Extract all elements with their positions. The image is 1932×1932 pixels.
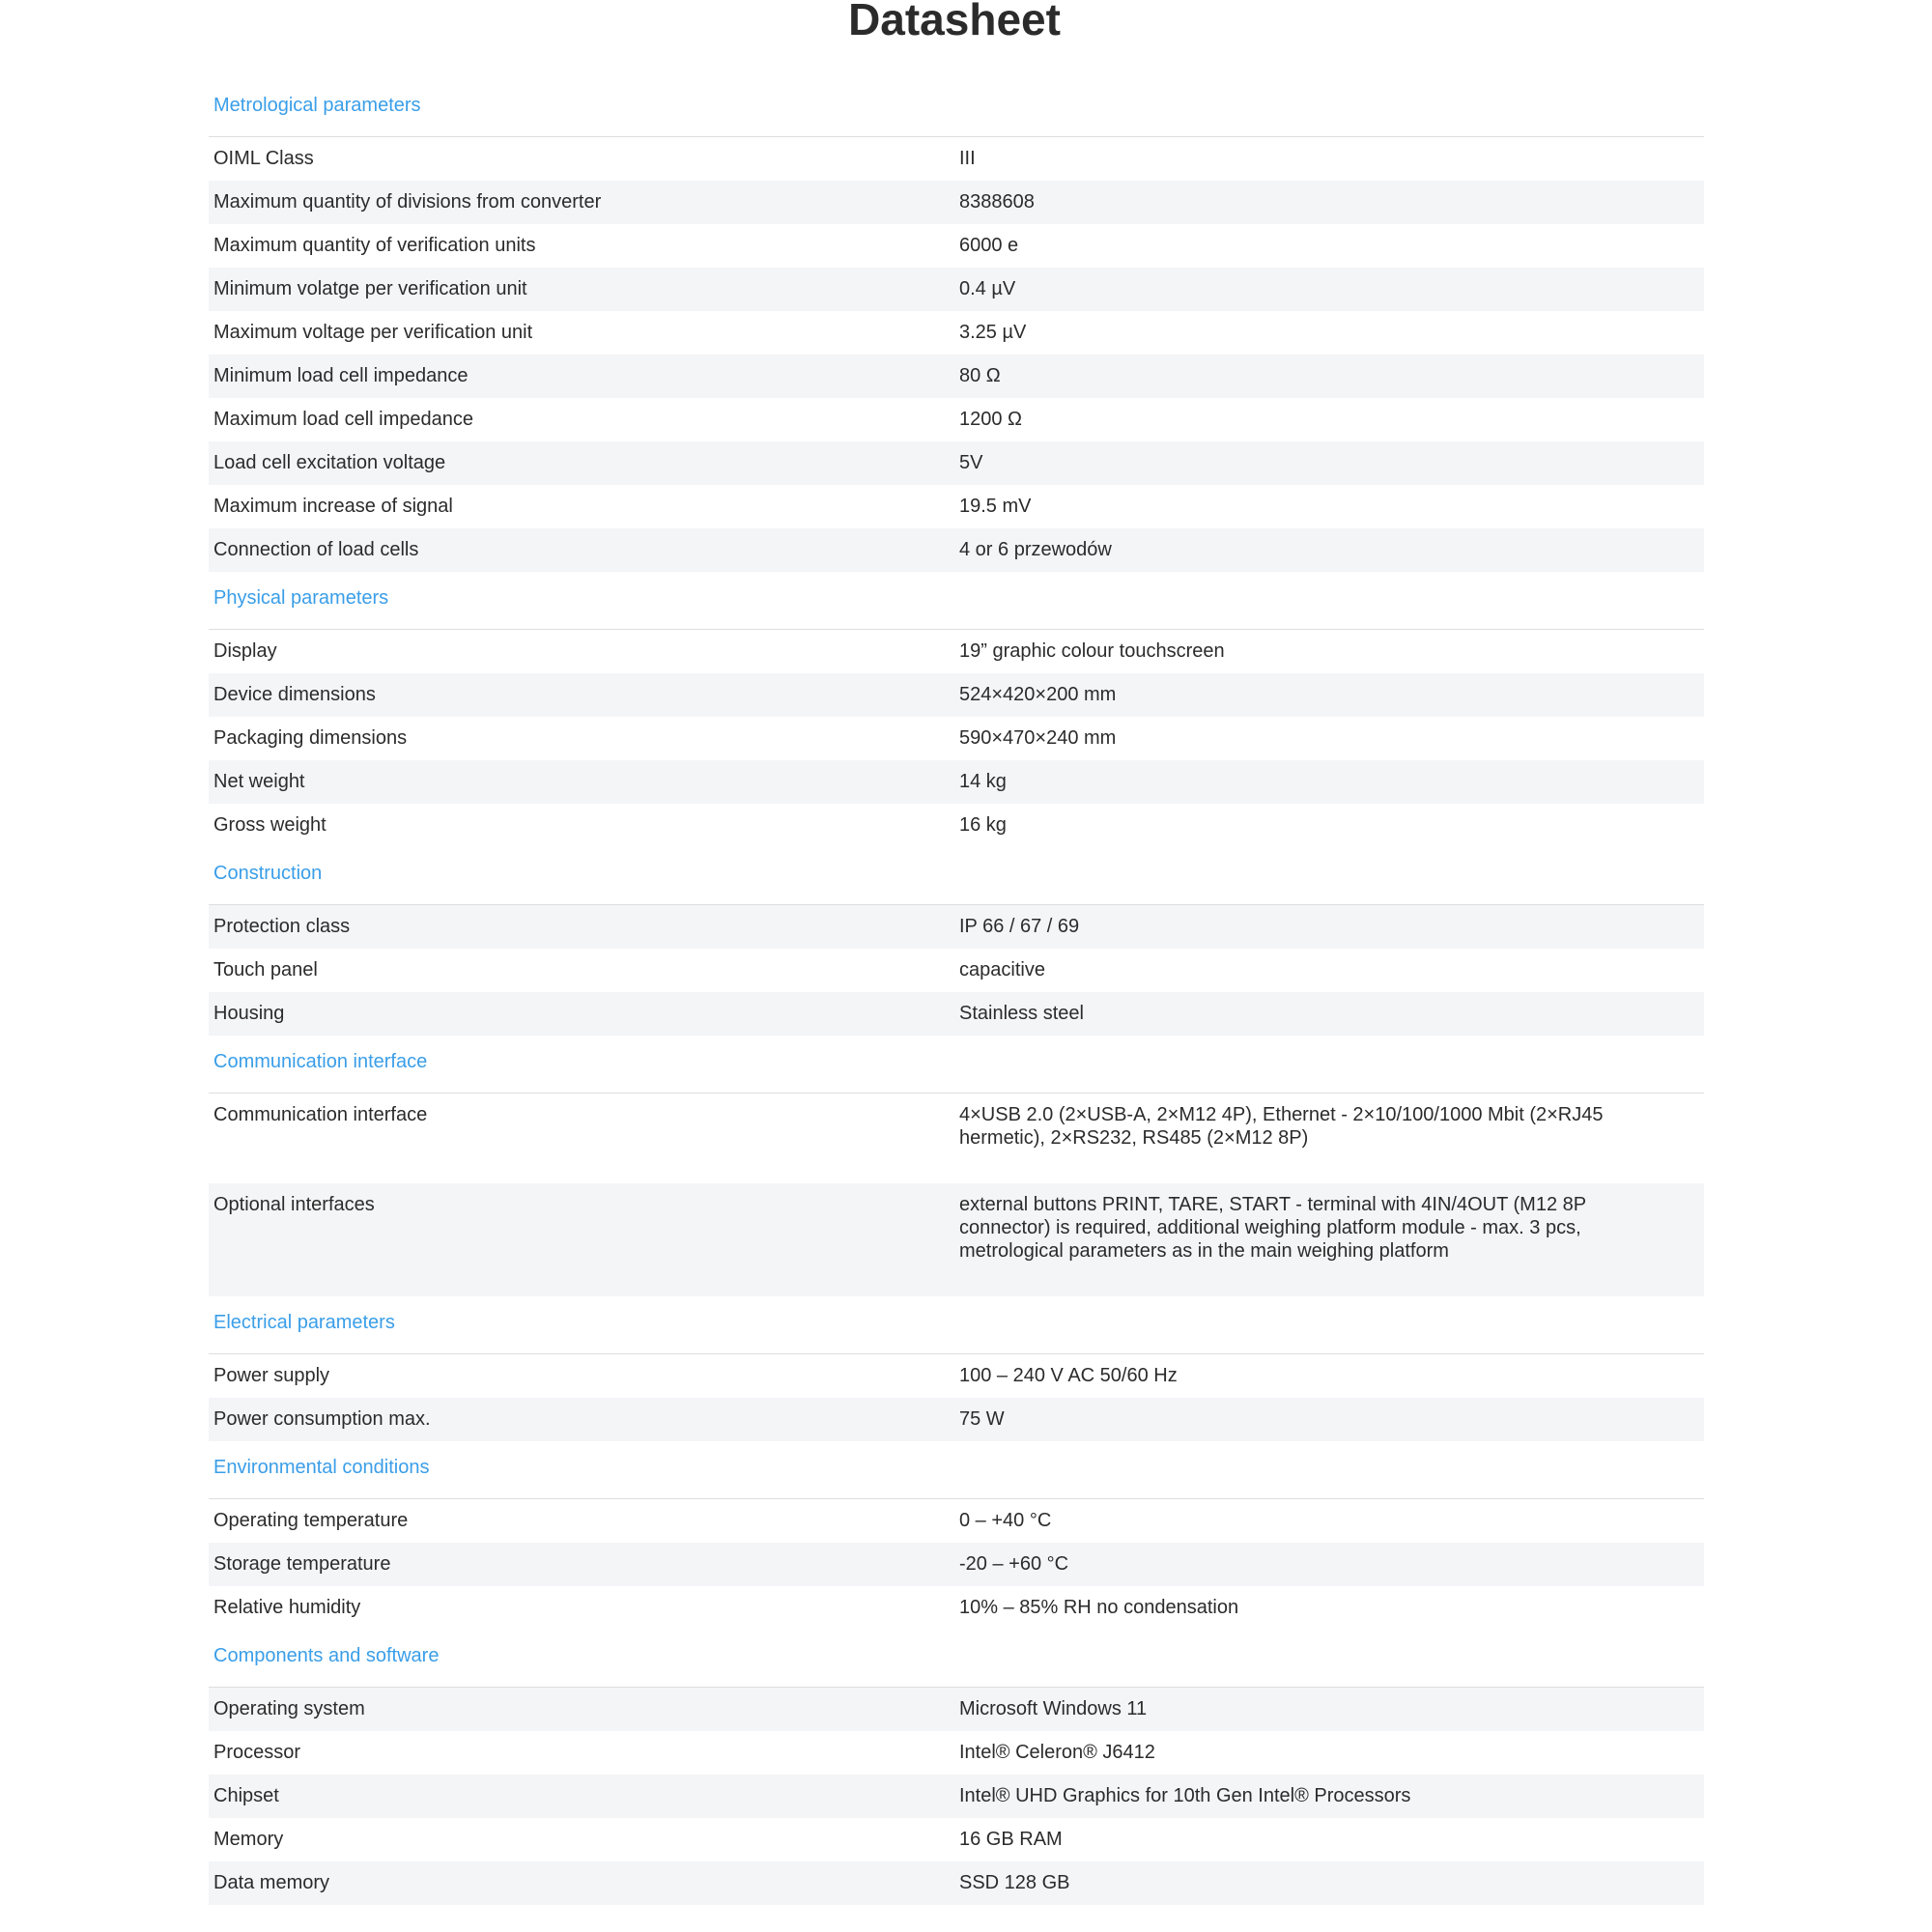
row-value: 8388608 <box>959 191 1035 213</box>
table-row <box>209 1543 1704 1586</box>
row-label: Gross weight <box>213 814 327 836</box>
row-label: Memory <box>213 1829 284 1850</box>
row-label: Processor <box>213 1742 301 1763</box>
row-value: 19.5 mV <box>959 496 1032 517</box>
row-label: Relative humidity <box>213 1597 361 1618</box>
row-value: 80 Ω <box>959 365 1001 386</box>
row-value: III <box>959 148 976 169</box>
section-title: Environmental conditions <box>213 1457 430 1478</box>
row-label: Device dimensions <box>213 684 376 705</box>
section-header-construction <box>209 847 1704 905</box>
table-row <box>209 1398 1704 1441</box>
section-title: Communication interface <box>213 1051 428 1072</box>
table-row <box>209 441 1704 485</box>
row-label: Minimum load cell impedance <box>213 365 469 386</box>
table-row <box>209 1499 1704 1543</box>
row-value: 100 – 240 V AC 50/60 Hz <box>959 1365 1178 1386</box>
row-label: Protection class <box>213 916 351 937</box>
row-value: capacitive <box>959 959 1045 980</box>
section-title: Construction <box>213 863 323 884</box>
table-row <box>209 137 1704 181</box>
row-label: Minimum volatge per verification unit <box>213 278 527 299</box>
row-label: Load cell excitation voltage <box>213 452 446 473</box>
row-value: Stainless steel <box>959 1003 1084 1024</box>
page-title: Datasheet <box>848 0 1061 44</box>
row-label: Data memory <box>213 1872 330 1893</box>
row-label: Power supply <box>213 1365 330 1386</box>
table-row <box>209 1731 1704 1775</box>
table-row <box>209 224 1704 268</box>
row-value: 5V <box>959 452 983 473</box>
row-value: 1200 Ω <box>959 409 1022 430</box>
row-value: 19” graphic colour touchscreen <box>959 640 1225 662</box>
table-row <box>209 673 1704 717</box>
table-row <box>209 1688 1704 1731</box>
row-label: Connection of load cells <box>213 539 419 560</box>
row-value: 4 or 6 przewodów <box>959 539 1112 560</box>
row-label: Packaging dimensions <box>213 727 408 749</box>
table-row <box>209 804 1704 847</box>
section-header-communication <box>209 1036 1704 1094</box>
row-label: Maximum load cell impedance <box>213 409 474 430</box>
row-value: IP 66 / 67 / 69 <box>959 916 1080 937</box>
row-value: 16 kg <box>959 814 1007 836</box>
datasheet-table <box>209 79 1704 1905</box>
table-row <box>209 485 1704 528</box>
row-label: Maximum increase of signal <box>213 496 453 517</box>
table-row <box>209 1586 1704 1630</box>
table-row <box>209 1094 1704 1183</box>
row-value: 75 W <box>959 1408 1005 1430</box>
row-value: 0 – +40 °C <box>959 1510 1052 1531</box>
row-label: Net weight <box>213 771 305 792</box>
row-value: external buttons PRINT, TARE, START - terminal with 4IN/4OUT (M12 8P connector) is required, additional weighing platform module - max. 3 pcs, metrological parameters as in the main weighing platform <box>959 1194 1586 1262</box>
table-row <box>209 1861 1704 1905</box>
row-label: Chipset <box>213 1785 279 1806</box>
row-label: Operating system <box>213 1698 365 1719</box>
row-value: 16 GB RAM <box>959 1829 1063 1850</box>
table-row <box>209 181 1704 224</box>
row-label: Storage temperature <box>213 1553 391 1575</box>
table-row <box>209 268 1704 311</box>
row-value: 590×470×240 mm <box>959 727 1117 749</box>
row-value: 4×USB 2.0 (2×USB-A, 2×M12 4P), Ethernet - 2×10/100/1000 Mbit (2×RJ45 hermetic), 2×RS232, RS485 (2×M12 8P) <box>959 1104 1604 1149</box>
table-row <box>209 1818 1704 1861</box>
row-label: Maximum voltage per verification unit <box>213 322 533 343</box>
section-title: Physical parameters <box>213 587 389 609</box>
row-value: 3.25 µV <box>959 322 1027 343</box>
table-row <box>209 311 1704 355</box>
section-header-physical <box>209 572 1704 630</box>
section-title: Electrical parameters <box>213 1312 395 1333</box>
section-header-environmental <box>209 1441 1704 1499</box>
row-label: Maximum quantity of divisions from converter <box>213 191 602 213</box>
row-value: SSD 128 GB <box>959 1872 1070 1893</box>
row-label: Touch panel <box>213 959 318 980</box>
table-row <box>209 1354 1704 1398</box>
table-row <box>209 717 1704 760</box>
section-title: Components and software <box>213 1645 440 1666</box>
row-value: -20 – +60 °C <box>959 1553 1069 1575</box>
section-title: Metrological parameters <box>213 95 421 116</box>
row-label: Power consumption max. <box>213 1408 431 1430</box>
table-row <box>209 630 1704 673</box>
row-label: Display <box>213 640 277 662</box>
row-label: Optional interfaces <box>213 1194 375 1215</box>
table-row <box>209 1183 1704 1296</box>
row-value: 0.4 µV <box>959 278 1016 299</box>
row-value: 14 kg <box>959 771 1007 792</box>
table-row <box>209 528 1704 572</box>
table-row <box>209 355 1704 398</box>
table-row <box>209 760 1704 804</box>
table-row <box>209 949 1704 992</box>
table-row <box>209 398 1704 441</box>
row-label: OIML Class <box>213 148 314 169</box>
row-value: 10% – 85% RH no condensation <box>959 1597 1239 1618</box>
row-value: 6000 e <box>959 235 1019 256</box>
row-value: Intel® UHD Graphics for 10th Gen Intel® Processors <box>959 1785 1411 1806</box>
table-row <box>209 905 1704 949</box>
row-label: Operating temperature <box>213 1510 409 1531</box>
row-value: Microsoft Windows 11 <box>959 1698 1148 1719</box>
row-label: Housing <box>213 1003 285 1024</box>
table-row <box>209 1775 1704 1818</box>
row-value: Intel® Celeron® J6412 <box>959 1742 1155 1763</box>
table-row <box>209 992 1704 1036</box>
row-value: 524×420×200 mm <box>959 684 1117 705</box>
section-header-metrological <box>209 79 1704 137</box>
section-header-electrical <box>209 1296 1704 1354</box>
row-label: Communication interface <box>213 1104 428 1125</box>
section-header-components <box>209 1630 1704 1688</box>
row-label: Maximum quantity of verification units <box>213 235 536 256</box>
